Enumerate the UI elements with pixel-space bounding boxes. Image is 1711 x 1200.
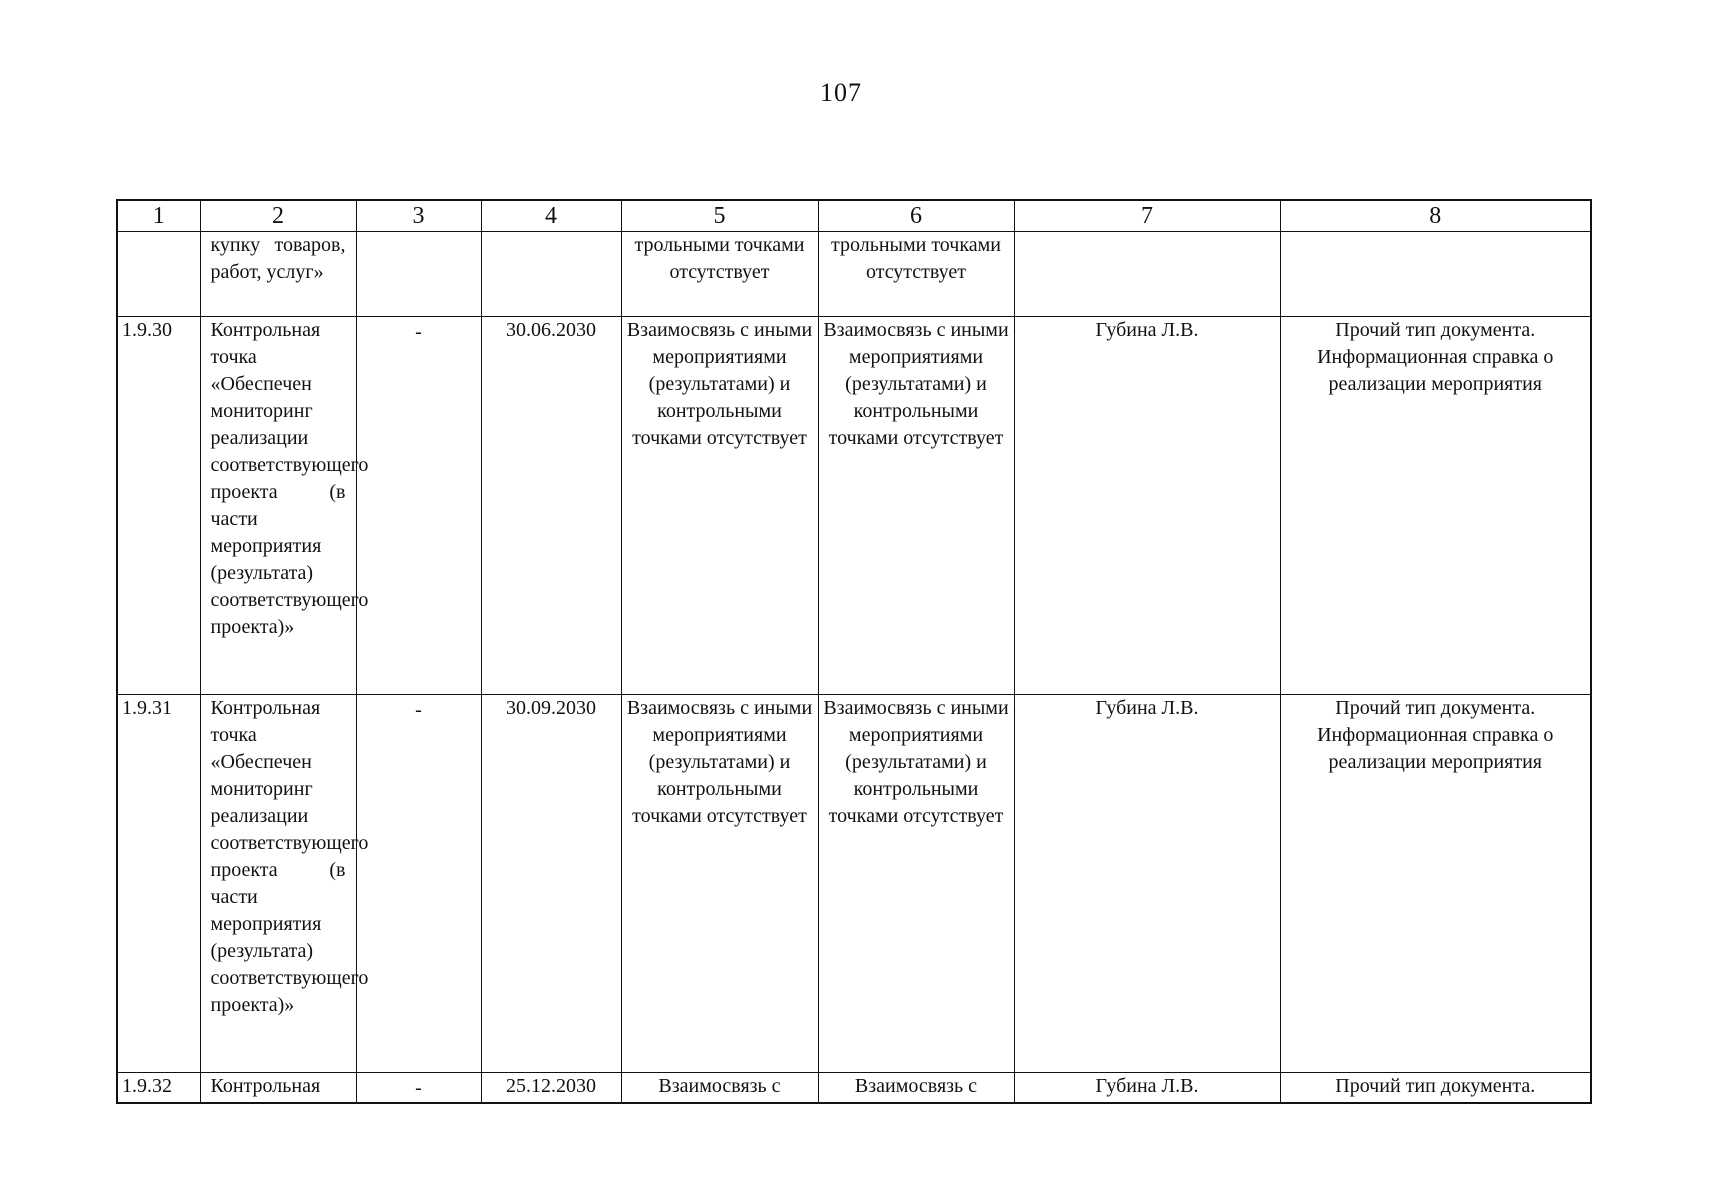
cell-col3: - — [356, 317, 481, 695]
page-number: 107 — [820, 78, 862, 107]
document-type — [1280, 232, 1591, 317]
table-row — [117, 317, 1591, 695]
table-row — [117, 232, 1591, 317]
deadline-date — [481, 232, 621, 317]
column-header: 8 — [1280, 200, 1591, 232]
relation-cell: трольными точками отсутствует — [818, 232, 1014, 317]
table-header-row — [117, 200, 1591, 232]
deadline-date: 30.06.2030 — [481, 317, 621, 695]
responsible-person: Губина Л.В. — [1014, 695, 1280, 1073]
row-number: 1.9.30 — [117, 317, 200, 695]
table-row — [117, 1073, 1591, 1104]
cell-col3: - — [356, 695, 481, 1073]
activity-name: купку товаров, работ, услуг» — [200, 232, 356, 317]
activity-name: Контрольная точка «Обеспечен мониторинг реализации соответствующего проекта (в части мероприятия (результата) соответствующего проекта)» — [200, 695, 356, 1073]
relation-cell: Взаимосвязь с иными мероприятиями (результатами) и контрольными точками отсутствует — [818, 317, 1014, 695]
document-type: Прочий тип документа. Информационная справка о реализации мероприятия — [1280, 317, 1591, 695]
table-row — [117, 695, 1591, 1073]
cell-col3 — [356, 232, 481, 317]
column-header: 4 — [481, 200, 621, 232]
activity-name: Контрольная точка «Обеспечен мониторинг реализации соответствующего проекта (в части мероприятия (результата) соответствующего проекта)» — [200, 317, 356, 695]
relation-cell: Взаимосвязь с иными мероприятиями (результатами) и контрольными точками отсутствует — [621, 695, 818, 1073]
document-type: Прочий тип документа. Информационная справка о реализации мероприятия — [1280, 695, 1591, 1073]
column-header: 2 — [200, 200, 356, 232]
deadline-date: 30.09.2030 — [481, 695, 621, 1073]
row-number: 1.9.31 — [117, 695, 200, 1073]
responsible-person: Губина Л.В. — [1014, 1073, 1280, 1104]
column-header: 1 — [117, 200, 200, 232]
relation-cell: Взаимосвязь с — [621, 1073, 818, 1104]
relation-cell: Взаимосвязь с — [818, 1073, 1014, 1104]
column-header: 5 — [621, 200, 818, 232]
deadline-date: 25.12.2030 — [481, 1073, 621, 1104]
relation-cell: трольными точками отсутствует — [621, 232, 818, 317]
document-type: Прочий тип документа. — [1280, 1073, 1591, 1104]
row-number: 1.9.32 — [117, 1073, 200, 1104]
row-number — [117, 232, 200, 317]
responsible-person — [1014, 232, 1280, 317]
cell-col3: - — [356, 1073, 481, 1104]
column-header: 6 — [818, 200, 1014, 232]
activities-table — [116, 199, 1592, 1104]
column-header: 7 — [1014, 200, 1280, 232]
column-header: 3 — [356, 200, 481, 232]
relation-cell: Взаимосвязь с иными мероприятиями (результатами) и контрольными точками отсутствует — [818, 695, 1014, 1073]
relation-cell: Взаимосвязь с иными мероприятиями (результатами) и контрольными точками отсутствует — [621, 317, 818, 695]
activity-name: Контрольная — [200, 1073, 356, 1104]
responsible-person: Губина Л.В. — [1014, 317, 1280, 695]
